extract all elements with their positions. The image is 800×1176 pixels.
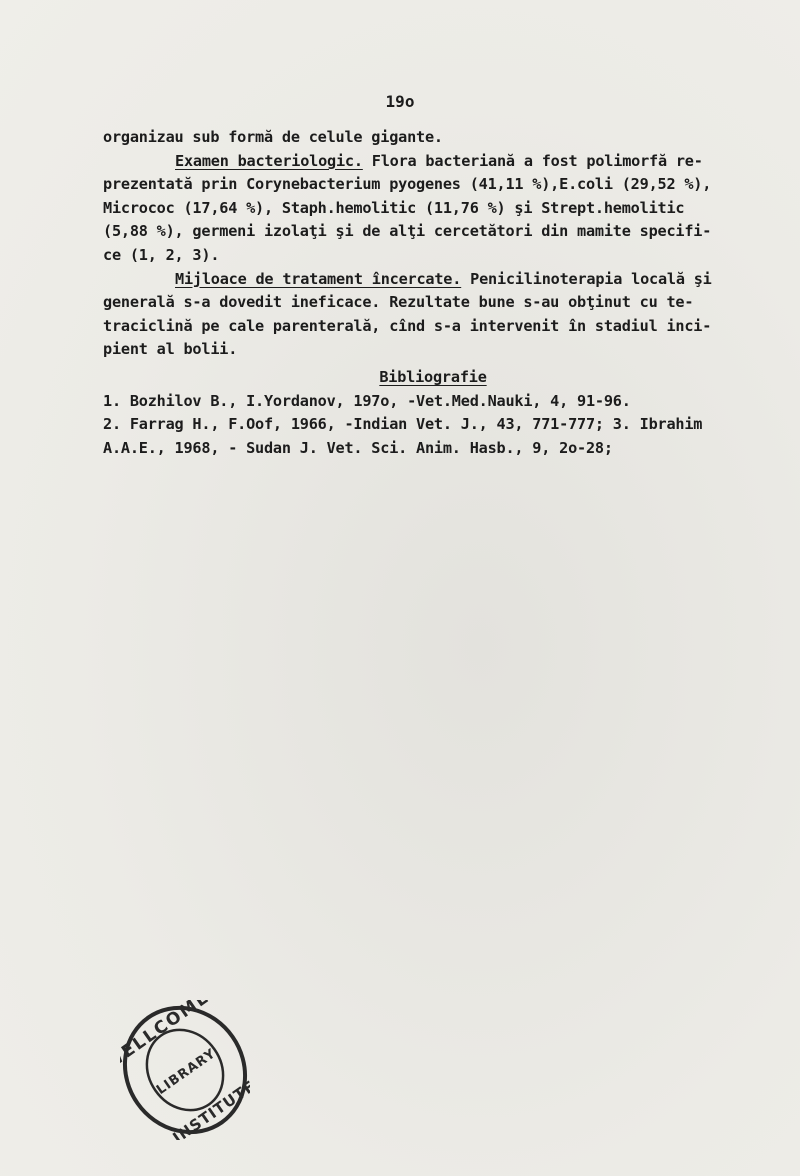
text-line: (5,88 %), germeni izolaţi şi de alţi cercetători din mamite specifi- (103, 222, 712, 241)
page-number: 19o (385, 92, 415, 111)
bibliography-heading-line (103, 366, 763, 390)
text-line: ce (1, 2, 3). (103, 245, 220, 264)
section-heading-treatment: Mijloace de tratament încercate. (175, 269, 462, 288)
text-line: prezentată prin Corynebacterium pyogenes (41,11 %),E.coli (29,52 %), (103, 175, 712, 194)
text-line: pient al bolii. (103, 340, 238, 359)
text-fragment: Flora bacteriană a fost polimorfă re- (362, 151, 703, 170)
section-heading-bacteriology: Examen bacteriologic. (175, 151, 363, 170)
bibliography-entry: A.A.E., 1968, - Sudan J. Vet. Sci. Anim. Hasb., 9, 2o-28; (103, 438, 613, 457)
svg-text:LIBRARY: LIBRARY (153, 1046, 219, 1098)
library-stamp (120, 1000, 250, 1140)
paragraph-line (103, 268, 763, 292)
bibliography-entry: 1. Bozhilov B., I.Yordanov, 197o, -Vet.Med.Nauki, 4, 91-96. (103, 391, 631, 410)
svg-text:INSTITUTE: INSTITUTE (169, 1076, 250, 1140)
text-line: Micrococ (17,64 %), Staph.hemolitic (11,76 %) şi Strept.hemolitic (103, 198, 685, 217)
paragraph-line (103, 150, 763, 174)
document-body (103, 126, 763, 460)
text-line: organizau sub formă de celule gigante. (103, 128, 443, 146)
bibliography-heading: Bibliografie (379, 367, 487, 386)
stamp-graphic (120, 1000, 250, 1140)
text-fragment: Penicilinoterapia locală şi (461, 269, 712, 288)
svg-text:WELLCOME: WELLCOME (120, 1000, 214, 1075)
bibliography-entry: 2. Farrag H., F.Oof, 1966, -Indian Vet. J., 43, 771-777; 3. Ibrahim (103, 415, 703, 434)
text-line: generală s-a dovedit ineficace. Rezultate bune s-au obţinut cu te- (103, 293, 694, 312)
text-line: traciclină pe cale parenterală, cînd s-a intervenit în stadiul inci- (103, 316, 712, 335)
